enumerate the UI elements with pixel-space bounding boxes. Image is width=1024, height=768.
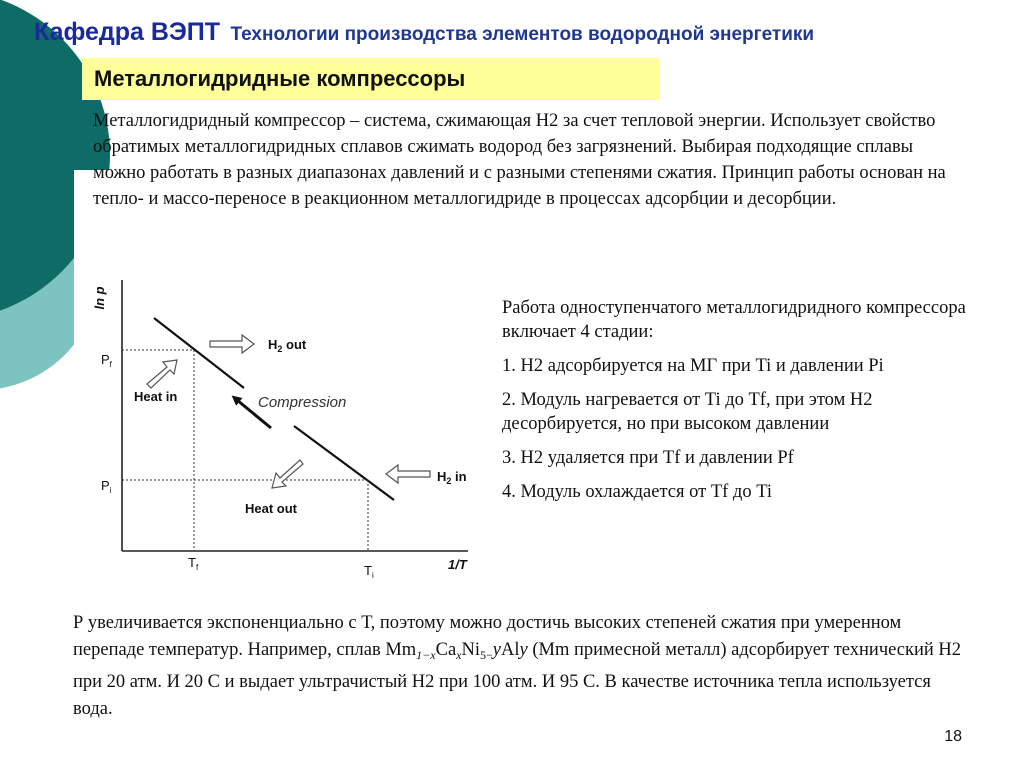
y-axis-label: ln p [92, 286, 107, 310]
tf-label [188, 555, 199, 572]
h2-in-label [437, 469, 467, 486]
compressor-diagram [88, 268, 480, 580]
slide-header [34, 18, 814, 47]
isotherm-tf [154, 318, 244, 388]
course-subtitle: Технологии производства элементов водородной энергетики [230, 24, 815, 45]
heat-in-label: Heat in [134, 389, 178, 404]
h2-in-sub: 2 [446, 476, 452, 486]
bottom-sub-1: 1−x [416, 648, 436, 662]
intro-paragraph: Металлогидридный компрессор – система, сжимающая Н2 за счет тепловой энергии. Использует свойство обратимых металлогидридных сплавов сжимать водород без загрязнений. Выбирая подходящие сплавы можно работать в разных диапазонах давлений и с разными степенями сжатия. Принцип работы основан на тепло- и массо-переносе в реакционном металлогидриде в процессах адсорбции и десорбции. [93, 111, 946, 209]
slide-title: Металлогидридные компрессоры [82, 58, 660, 100]
bottom-paragraph [73, 610, 973, 723]
ti-label-sub: i [371, 571, 374, 580]
department-name: Кафедра ВЭПТ [34, 18, 220, 46]
bottom-text-1: Р увеличивается экспоненциально с Т, поэтому можно достичь высоких степеней сжатия при умеренном перепаде температур. Например, сплав Mm [73, 613, 902, 660]
pf-label-sub: f [109, 360, 112, 369]
h2-out-label [268, 337, 307, 354]
x-axis-label-text: 1/T [448, 557, 467, 572]
tf-label-main: T [188, 555, 196, 570]
h2-out-main: H [268, 337, 278, 352]
bottom-sub-3: 5− [480, 648, 493, 662]
bottom-text-4: y [492, 640, 501, 660]
pf-label-main: P [101, 352, 110, 367]
heat-out-label: Heat out [245, 501, 297, 516]
heat-out-arrow [272, 460, 303, 488]
stage-item-2: 2. Модуль нагревается от Ti до Tf, при этом Н2 десорбируется, но при высоком давлении [502, 390, 873, 434]
bottom-text-2: Ca [435, 640, 457, 660]
pi-label-main: P [101, 478, 110, 493]
stages-intro: Работа одноступенчатого металлогидридного компрессора включает 4 стадии: [502, 298, 966, 342]
ti-label-main: T [364, 563, 372, 578]
bottom-text-3: Ni [461, 640, 480, 660]
bottom-text-7: (Mm примесной металл) адсорбирует технический Н2 при 20 атм. И 20 С и выдает ультрачистый Н2 при 100 атм. И 95 С. В качестве источника тепла используется вода. [73, 640, 962, 719]
pi-label-sub: i [109, 486, 112, 495]
h2-in-main: H [437, 469, 447, 484]
bottom-text-5: Al [501, 640, 520, 660]
bottom-text-6: y [519, 640, 528, 660]
h2-out-sub: 2 [277, 344, 283, 354]
h2-in-rest: in [451, 469, 467, 484]
h2-in-arrow [386, 465, 430, 483]
page-number: 18 [944, 728, 962, 745]
compression-label: Compression [258, 394, 347, 411]
stage-item-4: 4. Модуль охлаждается от Tf до Ti [502, 482, 772, 502]
stages-block [502, 296, 982, 514]
ti-label [364, 563, 374, 580]
stage-item-3: 3. Н2 удаляется при Tf и давлении Pf [502, 448, 794, 468]
x-axis-label [448, 557, 468, 572]
stage-item-1: 1. Н2 адсорбируется на МГ при Ti и давлении Pi [502, 356, 884, 376]
bottom-sub-2: x [456, 648, 462, 662]
h2-out-arrow [210, 335, 254, 353]
h2-out-rest: out [282, 337, 307, 352]
tf-label-sub: f [195, 563, 199, 572]
pf-label [101, 352, 113, 369]
heat-in-arrow [147, 360, 177, 388]
pi-label [101, 478, 112, 495]
isotherm-ti [294, 426, 394, 500]
